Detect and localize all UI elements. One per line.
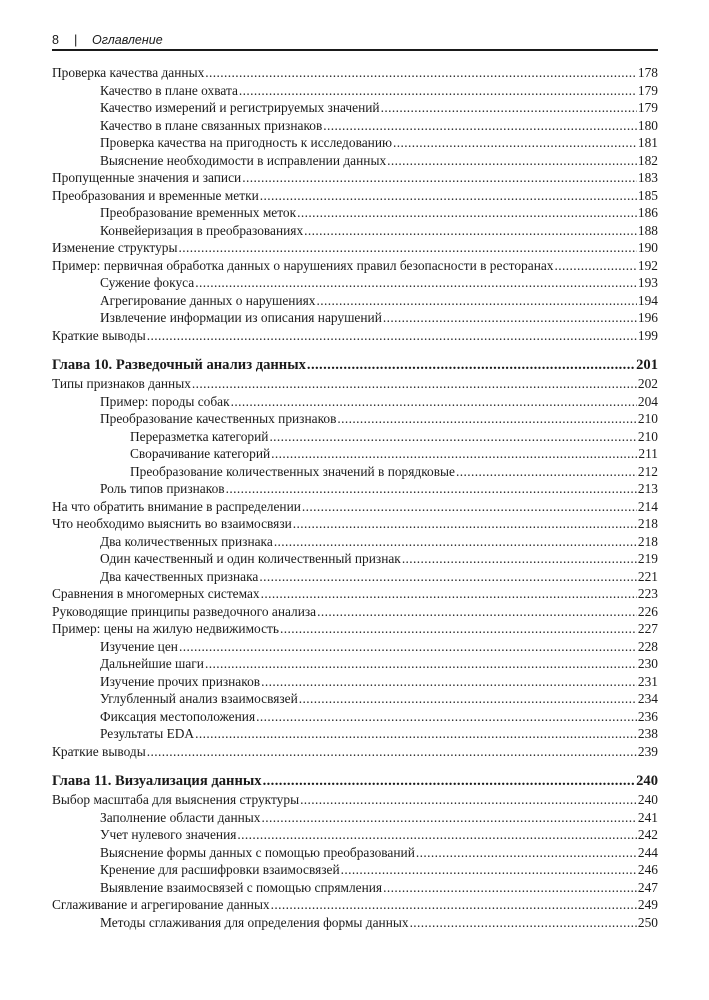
table-of-contents — [52, 64, 658, 931]
toc-entry-title: Роль типов признаков — [100, 481, 225, 496]
toc-entry — [52, 117, 658, 135]
toc-entry-title: Преобразование временных меток — [100, 205, 297, 220]
toc-entry — [52, 309, 658, 327]
toc-entry — [52, 861, 658, 879]
toc-entry-title: Выбор масштаба для выяснения структуры — [52, 792, 300, 807]
toc-entry — [52, 82, 658, 100]
toc-leader-dots — [300, 791, 637, 809]
toc-entry-title: Два количественных признака — [100, 533, 273, 549]
toc-entry-title: Преобразование качественных признаков — [100, 411, 337, 426]
toc-entry — [52, 844, 658, 862]
toc-leader-dots — [263, 771, 636, 791]
toc-leader-dots — [555, 257, 637, 275]
toc-entry-page: 190 — [637, 240, 658, 255]
toc-entry-title: Заполнение области данных — [100, 809, 261, 825]
toc-entry-page: 231 — [637, 673, 658, 689]
toc-leader-dots — [226, 480, 637, 498]
toc-entry — [52, 620, 658, 638]
toc-entry-title: Результаты EDA — [100, 726, 195, 741]
header-rule — [52, 49, 658, 51]
toc-entry-page: 193 — [637, 275, 658, 290]
toc-entry — [52, 791, 658, 809]
toc-entry-page: 226 — [637, 603, 658, 619]
toc-entry-page: 234 — [637, 691, 658, 706]
toc-entry-title: Преобразование количественных значений в порядковые — [130, 463, 456, 479]
toc-entry-page: 240 — [637, 792, 658, 807]
toc-entry-title: Выяснение формы данных с помощью преобразований — [100, 844, 415, 860]
running-title: Оглавление — [92, 33, 163, 47]
toc-entry-page: 218 — [637, 516, 658, 531]
toc-leader-dots — [317, 603, 637, 621]
toc-entry-title: Качество измерений и регистрируемых значений — [100, 100, 380, 115]
toc-entry-page: 199 — [637, 327, 658, 343]
toc-leader-dots — [205, 64, 637, 82]
toc-entry — [52, 99, 658, 117]
toc-entry-page: 188 — [637, 222, 658, 238]
toc-leader-dots — [302, 498, 637, 516]
toc-leader-dots — [195, 725, 637, 743]
toc-entry — [52, 690, 658, 708]
toc-entry-page: 238 — [637, 726, 658, 741]
toc-leader-dots — [261, 673, 637, 691]
toc-entry-title: Выявление взаимосвязей с помощью спрямления — [100, 879, 383, 895]
toc-leader-dots — [205, 655, 637, 673]
toc-entry — [52, 445, 658, 463]
toc-entry-title: Изучение цен — [100, 638, 178, 654]
toc-entry — [52, 515, 658, 533]
toc-entry-page: 192 — [637, 257, 658, 273]
toc-leader-dots — [260, 187, 637, 205]
toc-entry-title: Глава 10. Разведочный анализ данных — [52, 357, 306, 373]
toc-leader-dots — [179, 239, 637, 257]
toc-entry — [52, 550, 658, 568]
toc-entry — [52, 480, 658, 498]
toc-entry-title: Пример: цены на жилую недвижимость — [52, 621, 279, 636]
toc-entry-page: 247 — [637, 879, 658, 895]
toc-leader-dots — [192, 375, 637, 393]
toc-entry-page: 211 — [638, 446, 658, 461]
toc-entry — [52, 292, 658, 310]
toc-entry — [52, 375, 658, 393]
toc-entry-title: Изучение прочих признаков — [100, 673, 261, 689]
toc-leader-dots — [323, 117, 637, 135]
toc-entry-title: Краткие выводы — [52, 327, 146, 343]
toc-entry-page: 239 — [637, 743, 658, 759]
toc-entry — [52, 568, 658, 586]
toc-leader-dots — [410, 914, 637, 932]
toc-entry-title: Пример: первичная обработка данных о нарушениях правил безопасности в ресторанах — [52, 257, 554, 273]
toc-entry — [52, 257, 658, 275]
toc-entry-page: 210 — [637, 411, 658, 426]
toc-leader-dots — [297, 204, 637, 222]
toc-entry-page: 223 — [637, 586, 658, 601]
toc-entry-page: 183 — [637, 170, 658, 185]
toc-leader-dots — [259, 568, 637, 586]
toc-entry-page: 230 — [637, 656, 658, 671]
toc-entry-page: 250 — [637, 914, 658, 930]
toc-entry-title: Проверка качества на пригодность к исследованию — [100, 135, 392, 150]
toc-entry — [52, 603, 658, 621]
toc-entry-title: Преобразования и временные метки — [52, 187, 259, 203]
toc-entry-title: Фиксация местоположения — [100, 708, 256, 724]
toc-leader-dots — [261, 585, 637, 603]
toc-entry-page: 212 — [637, 463, 658, 479]
toc-chapter — [52, 771, 658, 791]
toc-entry-page: 182 — [637, 152, 658, 168]
toc-entry — [52, 134, 658, 152]
header-separator: | — [74, 32, 78, 47]
toc-leader-dots — [261, 809, 636, 827]
toc-entry-page: 204 — [637, 393, 658, 409]
toc-entry-page: 242 — [637, 827, 658, 842]
toc-leader-dots — [383, 879, 637, 897]
toc-entry-title: Руководящие принципы разведочного анализа — [52, 603, 317, 619]
toc-entry — [52, 204, 658, 222]
toc-leader-dots — [293, 515, 637, 533]
toc-entry — [52, 809, 658, 827]
toc-entry — [52, 585, 658, 603]
toc-leader-dots — [239, 82, 637, 100]
toc-entry-title: Кренение для расшифровки взаимосвязей — [100, 862, 340, 877]
toc-entry — [52, 239, 658, 257]
toc-entry-page: 241 — [637, 809, 658, 825]
toc-entry-page: 179 — [637, 82, 658, 98]
toc-entry-page: 218 — [637, 533, 658, 549]
toc-entry — [52, 169, 658, 187]
toc-entry-title: Конвейеризация в преобразованиях — [100, 222, 304, 238]
toc-entry-page: 180 — [637, 117, 658, 133]
toc-entry-page: 236 — [637, 708, 658, 724]
toc-leader-dots — [317, 292, 637, 310]
toc-entry-page: 210 — [637, 428, 658, 444]
toc-entry-title: Извлечение информации из описания нарушений — [100, 310, 382, 325]
toc-leader-dots — [307, 355, 635, 375]
toc-leader-dots — [341, 861, 637, 879]
toc-entry-title: Сужение фокуса — [100, 275, 195, 290]
toc-entry-title: Изменение структуры — [52, 240, 178, 255]
toc-entry-title: Один качественный и один количественный признак — [100, 551, 401, 566]
toc-entry — [52, 327, 658, 345]
toc-entry-page: 221 — [637, 568, 658, 584]
toc-entry-page: 228 — [637, 638, 658, 654]
toc-entry — [52, 393, 658, 411]
toc-leader-dots — [269, 428, 636, 446]
toc-entry-title: Сворачивание категорий — [130, 446, 271, 461]
toc-entry — [52, 638, 658, 656]
toc-entry-title: Пример: породы собак — [100, 393, 230, 409]
toc-entry — [52, 896, 658, 914]
toc-entry-title: Углубленный анализ взаимосвязей — [100, 691, 298, 706]
toc-entry — [52, 64, 658, 82]
toc-leader-dots — [456, 463, 637, 481]
toc-entry — [52, 498, 658, 516]
toc-entry — [52, 222, 658, 240]
toc-entry-title: Дальнейшие шаги — [100, 656, 204, 671]
toc-entry-page: 181 — [637, 135, 658, 150]
toc-leader-dots — [383, 309, 637, 327]
toc-leader-dots — [402, 550, 637, 568]
toc-entry — [52, 673, 658, 691]
toc-entry-title: Качество в плане охвата — [100, 82, 238, 98]
toc-entry-page: 202 — [637, 376, 658, 391]
toc-entry-page: 179 — [637, 100, 658, 115]
toc-entry-page: 201 — [636, 357, 658, 373]
toc-entry — [52, 708, 658, 726]
toc-leader-dots — [416, 844, 637, 862]
toc-entry — [52, 152, 658, 170]
toc-entry-title: Переразметка категорий — [130, 428, 269, 444]
toc-leader-dots — [337, 410, 636, 428]
toc-entry-title: Сравнения в многомерных системах — [52, 586, 260, 601]
toc-leader-dots — [387, 152, 637, 170]
toc-leader-dots — [195, 274, 637, 292]
toc-entry-page: 186 — [637, 205, 658, 220]
toc-entry-title: Два качественных признака — [100, 568, 259, 584]
toc-leader-dots — [147, 743, 637, 761]
toc-leader-dots — [242, 169, 637, 187]
toc-entry-title: Типы признаков данных — [52, 376, 191, 391]
toc-entry-page: 219 — [637, 551, 658, 566]
toc-entry-title: Качество в плане связанных признаков — [100, 117, 323, 133]
toc-entry-page: 240 — [636, 773, 658, 789]
toc-leader-dots — [393, 134, 637, 152]
toc-entry-title: Учет нулевого значения — [100, 827, 237, 842]
toc-leader-dots — [304, 222, 637, 240]
toc-entry — [52, 533, 658, 551]
toc-entry-title: Сглаживание и агрегирование данных — [52, 897, 270, 912]
toc-entry-title: Методы сглаживания для определения формы данных — [100, 914, 409, 930]
toc-leader-dots — [299, 690, 637, 708]
toc-leader-dots — [237, 826, 636, 844]
toc-leader-dots — [147, 327, 637, 345]
toc-leader-dots — [381, 99, 637, 117]
toc-entry — [52, 914, 658, 932]
toc-entry-title: Проверка качества данных — [52, 65, 205, 80]
toc-entry-page: 246 — [637, 862, 658, 877]
toc-entry-title: Выяснение необходимости в исправлении данных — [100, 152, 387, 168]
toc-leader-dots — [231, 393, 637, 411]
toc-entry-page: 194 — [637, 292, 658, 308]
toc-entry-title: Пропущенные значения и записи — [52, 170, 242, 185]
toc-leader-dots — [256, 708, 637, 726]
toc-entry — [52, 274, 658, 292]
toc-entry-title: Глава 11. Визуализация данных — [52, 773, 262, 789]
toc-chapter — [52, 355, 658, 375]
toc-entry — [52, 463, 658, 481]
toc-entry — [52, 879, 658, 897]
toc-entry — [52, 655, 658, 673]
toc-leader-dots — [280, 620, 637, 638]
toc-entry-page: 227 — [637, 621, 658, 636]
toc-entry-page: 249 — [637, 897, 658, 912]
page-number: 8 — [52, 33, 59, 47]
toc-entry-page: 185 — [637, 187, 658, 203]
toc-entry — [52, 743, 658, 761]
toc-entry — [52, 410, 658, 428]
toc-entry — [52, 826, 658, 844]
toc-leader-dots — [179, 638, 637, 656]
toc-entry-page: 178 — [637, 65, 658, 80]
toc-entry-title: Агрегирование данных о нарушениях — [100, 292, 316, 308]
toc-leader-dots — [274, 533, 637, 551]
toc-entry-page: 214 — [637, 498, 658, 514]
toc-leader-dots — [271, 896, 637, 914]
toc-entry-title: На что обратить внимание в распределении — [52, 498, 301, 514]
toc-entry-title: Что необходимо выяснить во взаимосвязи — [52, 516, 292, 531]
toc-entry-page: 213 — [637, 481, 658, 496]
toc-entry-title: Краткие выводы — [52, 743, 146, 759]
toc-leader-dots — [271, 445, 637, 463]
toc-entry — [52, 428, 658, 446]
toc-entry — [52, 187, 658, 205]
toc-entry — [52, 725, 658, 743]
toc-entry-page: 244 — [637, 844, 658, 860]
toc-entry-page: 196 — [637, 310, 658, 325]
